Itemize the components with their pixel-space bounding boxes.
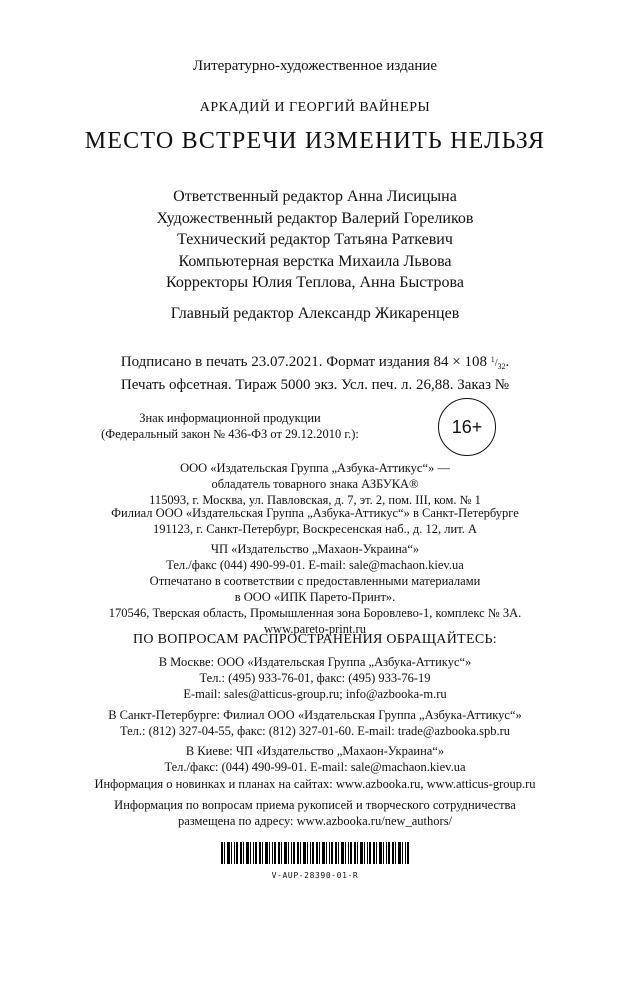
info-product-line-2: (Федеральный закон № 436-ФЗ от 29.12.2010 г.): — [101, 427, 359, 441]
barcode-block — [0, 842, 630, 880]
manuscripts-line: размещена по адресу: www.azbooka.ru/new_authors/ — [177, 814, 453, 828]
spb-contacts — [0, 707, 630, 739]
info-product-line-1: Знак информационной продукции — [139, 411, 321, 425]
distribution-heading: ПО ВОПРОСАМ РАСПРОСТРАНЕНИЯ ОБРАЩАЙТЕСЬ: — [133, 632, 497, 647]
printed-line: Отпечатано в соответствии с предоставленными материалами — [149, 574, 481, 588]
kiev-contacts — [0, 743, 630, 775]
kiev-line: Тел./факс: (044) 490-99-01. E-mail: sale@machaon.kiev.ua — [164, 760, 466, 774]
print-details-line-1 — [0, 350, 630, 376]
genre-line: Литературно-художественное издание — [192, 58, 438, 74]
publisher-line: 115093, г. Москва, ул. Павловская, д. 7, эт. 2, пом. III, ком. № 1 — [149, 493, 481, 507]
age-rating-badge: 16+ — [438, 398, 496, 456]
moscow-contacts — [0, 654, 630, 702]
spb-line: В Санкт-Петербурге: Филиал ООО «Издательская Группа „Азбука-Аттикус“» — [108, 708, 522, 722]
ukraine-line: Тел./факс (044) 490-99-01. E-mail: sale@machaon.kiev.ua — [166, 558, 464, 572]
publisher-line: ООО «Издательская Группа „Азбука-Аттикус“» — — [180, 461, 450, 475]
ukraine-block — [0, 541, 630, 573]
print-details-line-2: Печать офсетная. Тираж 5000 экз. Усл. печ. л. 26,88. Заказ № — [120, 377, 510, 393]
format-text: Подписано в печать 23.07.2021. Формат издания 84 × 108 — [120, 354, 487, 370]
credit-line: Корректоры Юлия Теплова, Анна Быстрова — [166, 274, 464, 291]
printed-line: 170546, Тверская область, Промышленная зона Боровлево-1, комплекс № 3А. — [108, 606, 522, 620]
filial-line: 191123, г. Санкт-Петербург, Воскресенская наб., д. 12, лит. А — [152, 522, 478, 536]
printed-line: в ООО «ИПК Парето-Принт». — [234, 590, 396, 604]
info-product-sign — [0, 410, 460, 442]
publisher-block — [0, 460, 630, 508]
barcode-text: V-AUP-28390-01-R — [271, 871, 359, 880]
printing-house-block — [0, 573, 630, 637]
book-title: МЕСТО ВСТРЕЧИ ИЗМЕНИТЬ НЕЛЬЗЯ — [84, 128, 546, 154]
format-suffix: . — [505, 354, 510, 370]
print-details — [0, 350, 630, 395]
manuscripts-block — [0, 797, 630, 829]
barcode-image — [221, 842, 409, 864]
ukraine-line: ЧП «Издательство „Махаон-Украина“» — [210, 542, 420, 556]
moscow-line: В Москве: ООО «Издательская Группа „Азбука-Аттикус“» — [158, 655, 472, 669]
websites-line: Информация о новинках и планах на сайтах: www.azbooka.ru, www.atticus-group.ru — [94, 777, 536, 791]
authors-line: АРКАДИЙ И ГЕОРГИЙ ВАЙНЕРЫ — [199, 100, 431, 115]
publisher-line: обладатель товарного знака АЗБУКА® — [211, 477, 419, 491]
kiev-line: В Киеве: ЧП «Издательство „Махаон-Украина“» — [185, 744, 445, 758]
manuscripts-line: Информация по вопросам приема рукописей и творческого сотрудничества — [114, 798, 516, 812]
chief-editor: Главный редактор Александр Жикаренцев — [170, 305, 460, 322]
spb-line: Тел.: (812) 327-04-55, факс: (812) 327-01-60. E-mail: trade@azbooka.spb.ru — [119, 724, 511, 738]
credit-line: Технический редактор Татьяна Раткевич — [177, 231, 453, 248]
fraction-denominator: 32 — [497, 362, 506, 371]
moscow-line: Тел.: (495) 933-76-01, факс: (495) 933-76-19 — [199, 671, 431, 685]
filial-line: Филиал ООО «Издательская Группа „Азбука-Аттикус“» в Санкт-Петербурге — [111, 506, 519, 520]
credit-line: Художественный редактор Валерий Гореликов — [156, 209, 474, 227]
credit-line: Ответственный редактор Анна Лисицына — [173, 188, 457, 205]
credits-block — [0, 186, 630, 294]
fraction-numerator: 1 — [490, 355, 495, 364]
format-fraction: $^1/_{32}$ — [490, 355, 506, 371]
filial-block — [0, 505, 630, 537]
credit-line: Компьютерная верстка Михаила Львова — [178, 252, 452, 270]
printed-line: www.pareto-print.ru — [264, 622, 366, 636]
moscow-line: E-mail: sales@atticus-group.ru; info@azbooka-m.ru — [183, 687, 447, 701]
